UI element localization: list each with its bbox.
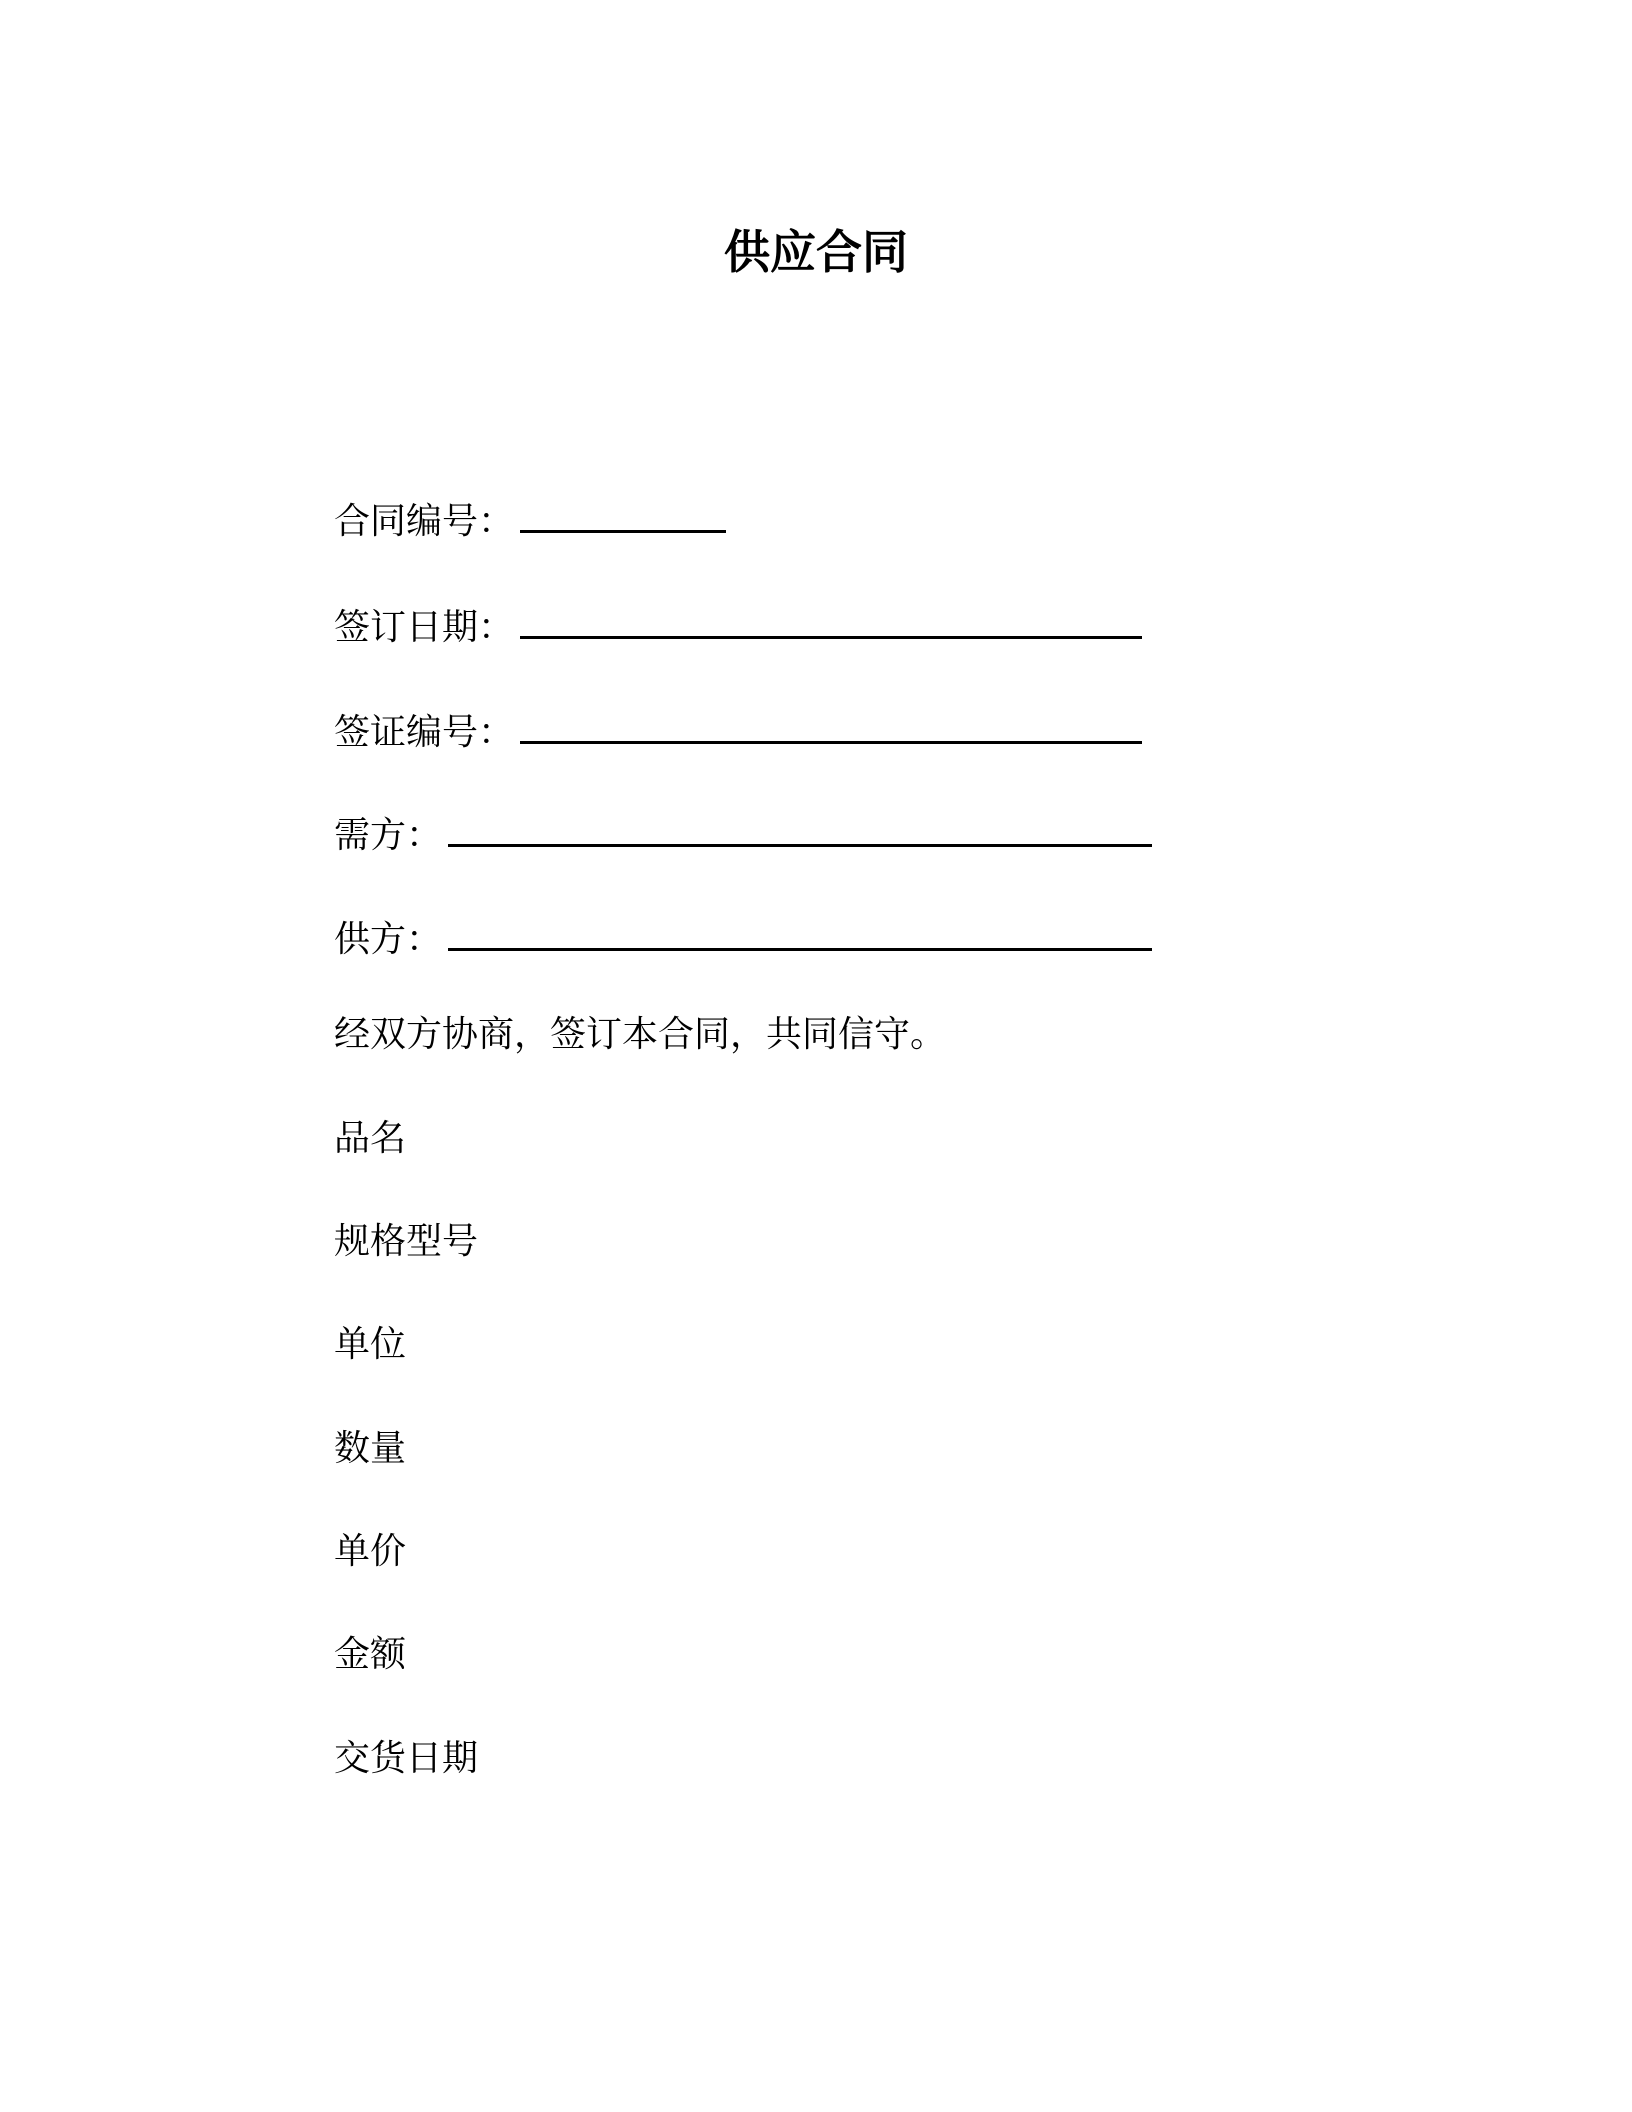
item-product-name: 品名 <box>334 1118 407 1159</box>
buyer-blank <box>448 808 1152 847</box>
agreement-statement: 经双方协商，签订本合同，共同信守。 <box>334 1014 947 1055</box>
sign-date-label: 签订日期： <box>334 607 515 648</box>
supplier-row <box>334 912 1152 965</box>
item-unit: 单位 <box>334 1324 407 1365</box>
contract-number-row <box>334 494 726 547</box>
item-spec-model: 规格型号 <box>334 1221 479 1262</box>
document-title: 供应合同 <box>724 225 908 279</box>
buyer-label: 需方： <box>334 815 443 856</box>
sign-date-row <box>334 600 1142 653</box>
visa-number-label: 签证编号： <box>334 712 515 753</box>
visa-number-blank <box>520 705 1142 744</box>
supplier-blank <box>448 912 1152 951</box>
item-quantity: 数量 <box>334 1428 407 1469</box>
buyer-row <box>334 808 1152 861</box>
contract-number-blank <box>520 494 726 533</box>
sign-date-blank <box>520 600 1142 639</box>
visa-number-row <box>334 705 1142 758</box>
item-delivery-date: 交货日期 <box>334 1738 479 1779</box>
supplier-label: 供方： <box>334 919 443 960</box>
item-unit-price: 单价 <box>334 1531 407 1572</box>
contract-number-label: 合同编号： <box>334 501 515 542</box>
item-amount: 金额 <box>334 1634 407 1675</box>
